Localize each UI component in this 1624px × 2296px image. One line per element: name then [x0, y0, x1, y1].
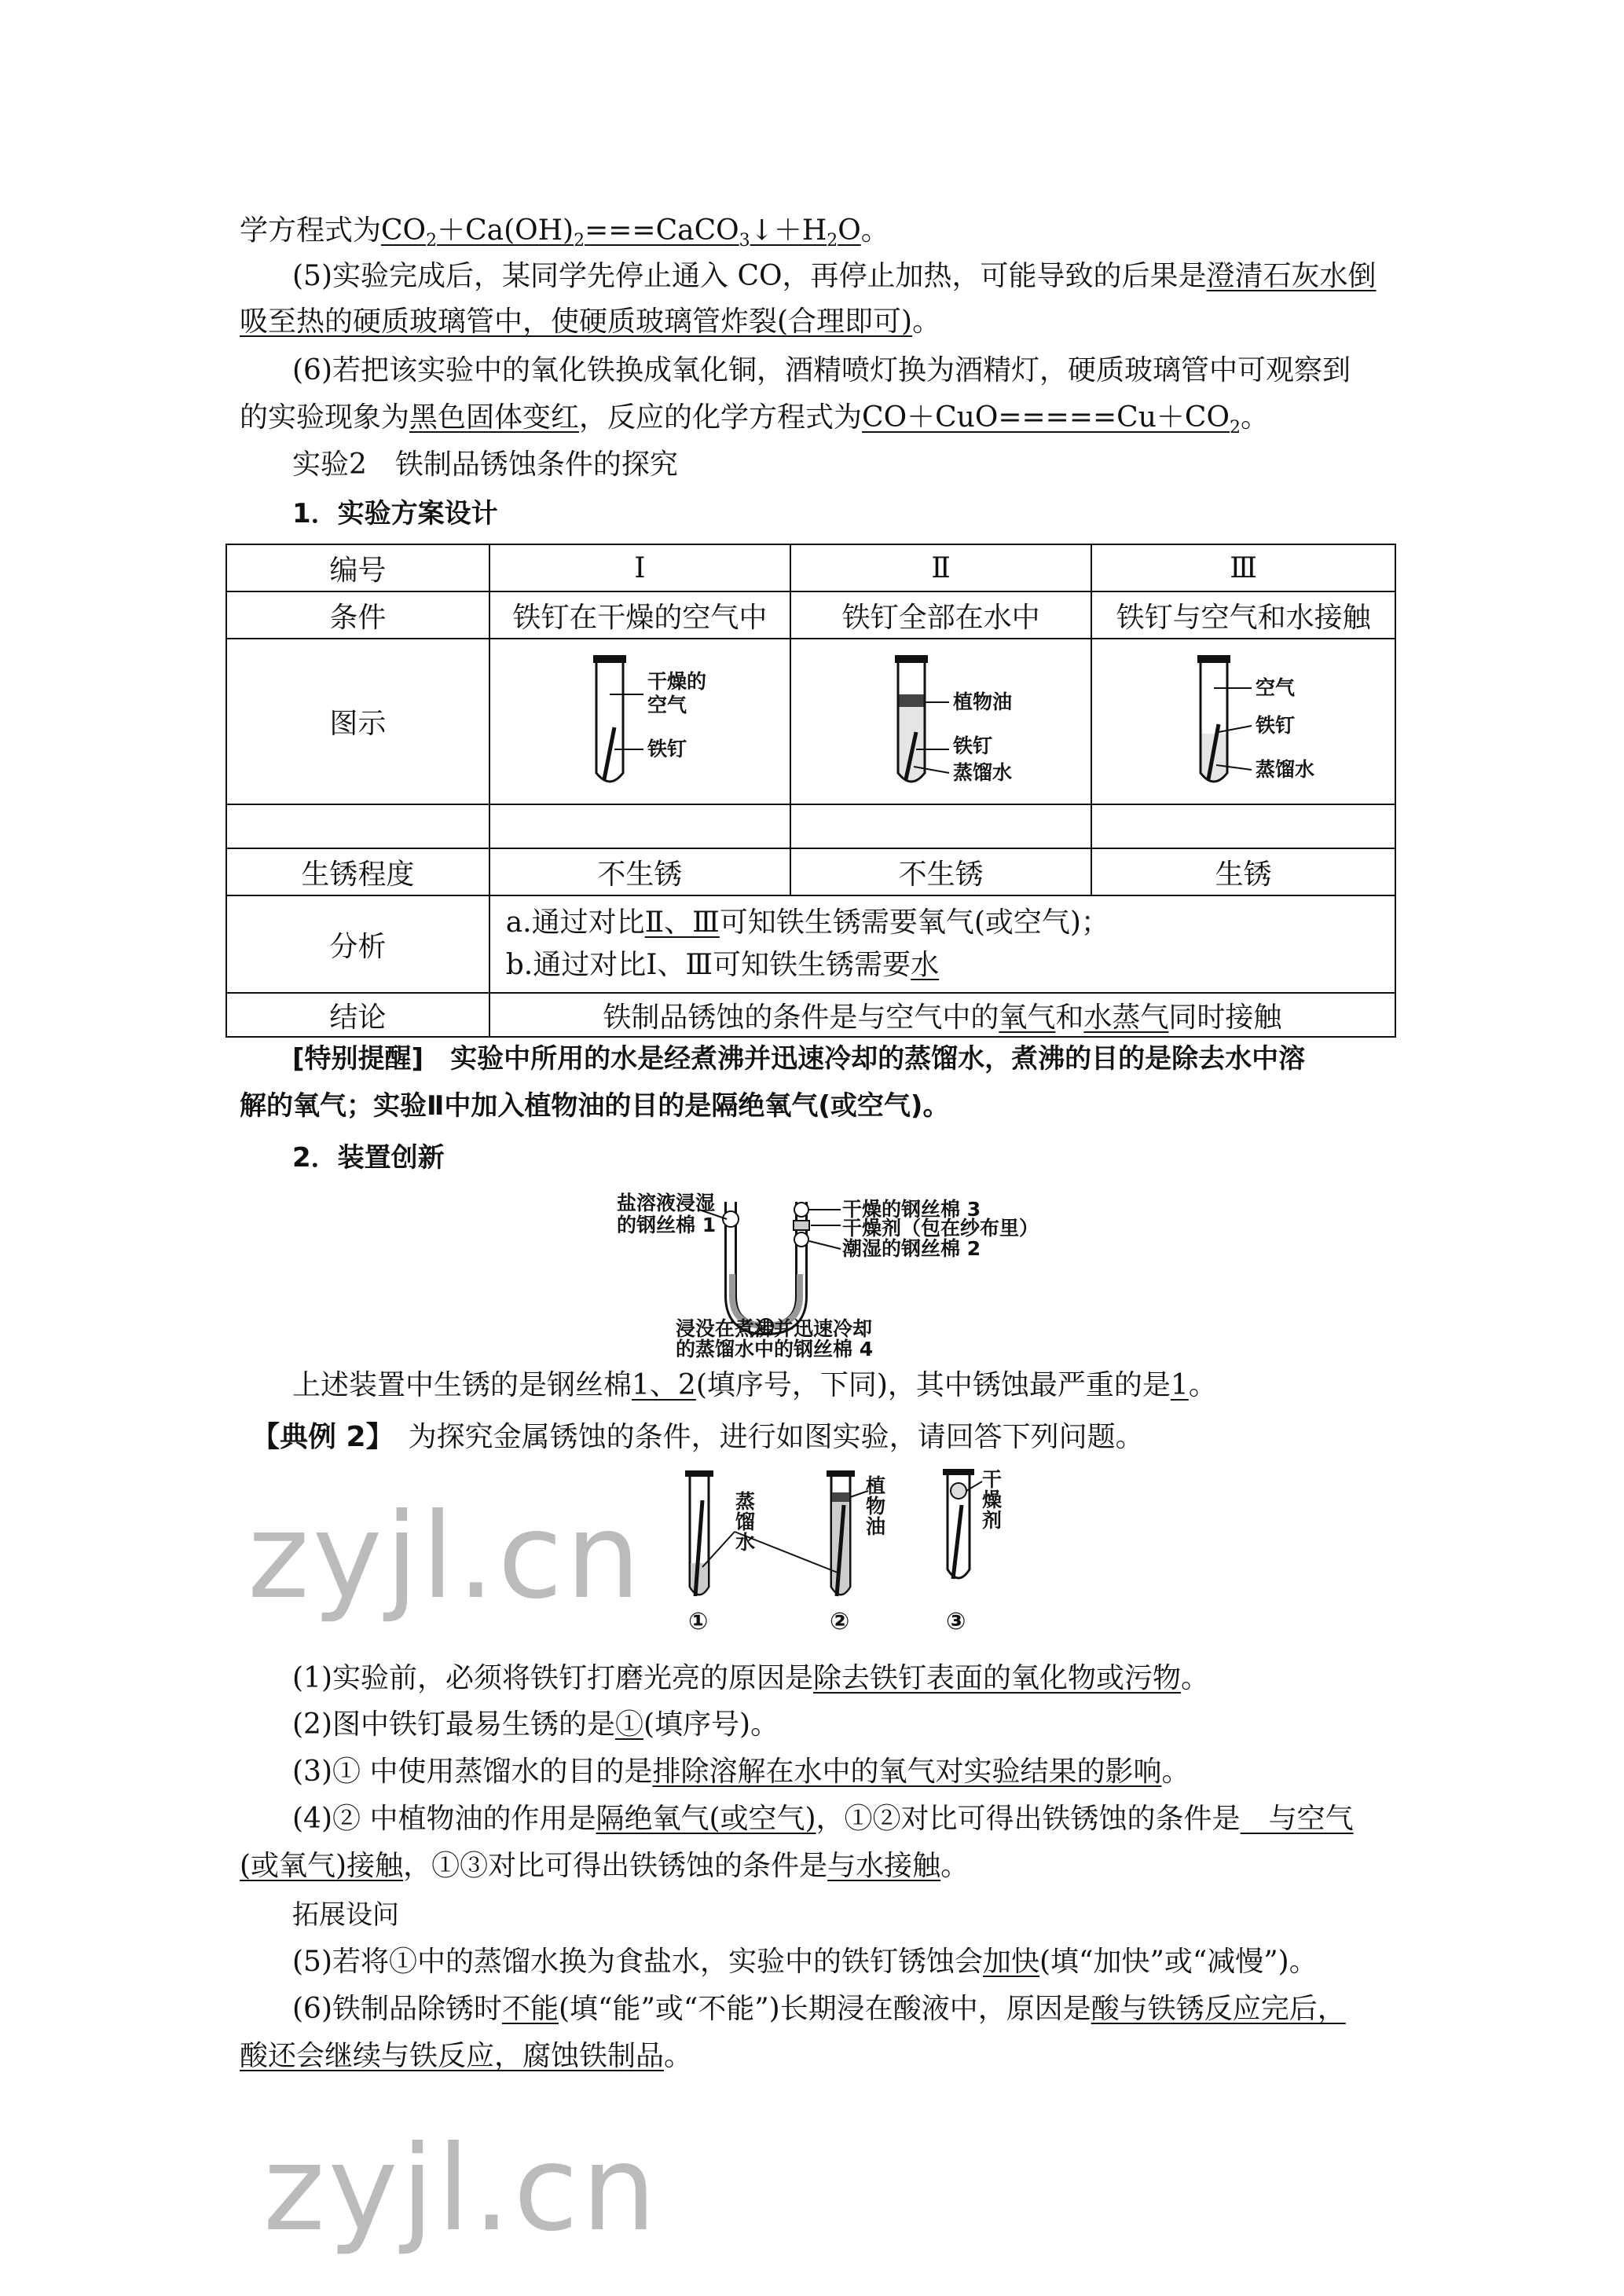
- tube-label: 馏: [735, 1511, 756, 1533]
- iron-nail: [604, 727, 614, 779]
- header-number: 编号: [226, 544, 489, 591]
- table-row: [226, 544, 1395, 591]
- tube-label: 水: [735, 1531, 756, 1554]
- empty-cell: [226, 804, 489, 848]
- watermark: zyjl.cn: [263, 2121, 660, 2258]
- header-1: Ⅰ: [489, 544, 790, 591]
- answer-5: (5)若将①中的蒸馏水换为食盐水，实验中的铁钉锈蚀会加快(填“加快”或“减慢”)。: [292, 1946, 1318, 1978]
- example-2: 【典例 2】 为探究金属锈蚀的条件，进行如图实验，请回答下列问题。: [251, 1421, 1144, 1453]
- row-label-conclusion: 结论: [226, 993, 489, 1037]
- steel-wool-3: [794, 1203, 808, 1217]
- answer-underline: $CO+CuO=====Cu+CO_2$: [862, 401, 1241, 438]
- row-label-analysis: 分析: [226, 895, 489, 993]
- rust-1: 不生锈: [489, 848, 790, 895]
- row-label-condition: 条件: [226, 591, 489, 639]
- condition-3: 铁钉与空气和水接触: [1091, 591, 1395, 639]
- analysis-b: b.通过对比Ⅰ、Ⅲ可知铁生锈需要水: [505, 949, 940, 981]
- water: [899, 707, 924, 781]
- table-row: [226, 639, 1395, 804]
- tube-label: 植: [866, 1474, 886, 1497]
- tube-number: ②: [830, 1608, 850, 1635]
- tube-label: 物: [866, 1495, 886, 1518]
- tube-label: 蒸: [735, 1490, 756, 1513]
- figure-label: 空气: [1255, 676, 1295, 699]
- answer-6-line2: 酸还会继续与铁反应，腐蚀铁制品。: [240, 2040, 693, 2072]
- table-row: [226, 895, 1395, 993]
- header-3: Ⅲ: [1091, 544, 1395, 591]
- three-tubes-figure: [660, 1469, 1021, 1642]
- device-label: 的蒸馏水中的钢丝棉 4: [676, 1338, 874, 1360]
- answer-underline: 黑色固体变红: [409, 401, 580, 434]
- question-6-line1: (6)若把该实验中的氧化铁换成氧化铜，酒精喷灯换为酒精灯，硬质玻璃管中可观察到: [292, 354, 1351, 386]
- figure-label: 空气: [647, 694, 687, 716]
- empty-cell: [1091, 804, 1395, 848]
- device-label: 浸没在煮沸并迅速冷却: [676, 1317, 873, 1340]
- condition-1: 铁钉在干燥的空气中: [489, 591, 790, 639]
- figure-cell-1: [489, 639, 790, 804]
- empty-cell: [489, 804, 790, 848]
- figure-label: 植物油: [952, 690, 1012, 713]
- test-tube-figure-2: [812, 639, 1071, 796]
- example-tag: 【典例 2】: [251, 1421, 380, 1453]
- row-label-figure: 图示: [226, 639, 489, 804]
- extension-title: 拓展设问: [292, 1899, 399, 1931]
- equation-answer: $CO_2+Ca(OH)_2===CaCO_3↓+H_2O$: [381, 214, 861, 251]
- question-6-line2: 的实验现象为黑色固体变红，反应的化学方程式为$CO+CuO=====Cu+CO_2$。: [240, 401, 1269, 438]
- answer-3: (3)① 中使用蒸馏水的目的是排除溶解在水中的氧气对实验结果的影响。: [292, 1756, 1190, 1788]
- lead-text: 学方程式为: [240, 214, 382, 247]
- iron-nail: [953, 1505, 962, 1579]
- table-row: [226, 993, 1395, 1037]
- tube-number: ①: [688, 1608, 709, 1635]
- u-tube-glass: [731, 1202, 801, 1329]
- oil-layer: [899, 694, 924, 707]
- figure-label: 铁钉: [1255, 714, 1295, 737]
- section-2-title: 2．装置创新: [292, 1142, 445, 1174]
- empty-cell: [790, 804, 1091, 848]
- figure-label: 铁钉: [647, 738, 687, 760]
- experiment-2-title: 实验2 铁制品锈蚀条件的探究: [292, 449, 678, 481]
- table-row: [226, 591, 1395, 639]
- section-1-title: 1．实验方案设计: [292, 498, 498, 529]
- figure-label: 干燥的: [647, 670, 707, 693]
- tube-label: 油: [866, 1515, 886, 1538]
- rust-3: 生锈: [1091, 848, 1395, 895]
- tube-label: 剂: [982, 1509, 1003, 1532]
- answer-4-line1: (4)② 中植物油的作用是隔绝氧气(或空气)，①②对比可得出铁锈蚀的条件是 与空气: [292, 1803, 1354, 1835]
- tube: [596, 663, 623, 782]
- answer-underline: 澄清石灰水倒: [1206, 260, 1377, 292]
- stopper: [593, 655, 626, 663]
- answer-1: (1)实验前，必须将铁钉打磨光亮的原因是除去铁钉表面的氧化物或污物。: [292, 1662, 1210, 1694]
- figure-label: 蒸馏水: [952, 761, 1012, 784]
- tube-number: ③: [946, 1608, 966, 1635]
- device-label: 的钢丝棉 1: [617, 1214, 717, 1236]
- figure-label: 蒸馏水: [1255, 758, 1314, 781]
- question-5-line1: (5)实验完成后，某同学先停止通入 CO，再停止加热，可能导致的后果是澄清石灰水倒: [292, 260, 1377, 292]
- conclusion-cell: 铁制品锈蚀的条件是与空气中的氧气和水蒸气同时接触: [489, 993, 1395, 1037]
- special-tip-line1: [特别提醒] 实验中所用的水是经煮沸并迅速冷却的蒸馏水，煮沸的目的是除去水中溶: [292, 1043, 1306, 1075]
- test-tube-figure-3: [1114, 639, 1373, 796]
- experiment-table: [225, 544, 1396, 1038]
- figure-cell-3: [1091, 639, 1395, 804]
- answer-6-line1: (6)铁制品除锈时不能(填“能”或“不能”)长期浸在酸液中，原因是酸与铁锈反应完后，: [292, 1993, 1346, 2025]
- question-5-line2: 吸至热的硬质玻璃管中，使硬质玻璃管炸裂(合理即可)。: [240, 306, 941, 338]
- analysis-cell: [489, 895, 1395, 993]
- answer-4-line2: (或氧气)接触，①③对比可得出铁锈蚀的条件是与水接触。: [240, 1850, 970, 1882]
- answer-2: (2)图中铁钉最易生锈的是①(填序号)。: [292, 1708, 779, 1741]
- device-label: 潮湿的钢丝棉 2: [842, 1237, 981, 1260]
- device-answer: 上述装置中生锈的是钢丝棉1、2(填序号，下同)，其中锈蚀最严重的是1。: [292, 1369, 1217, 1401]
- device-label: 盐溶液浸湿: [617, 1192, 716, 1214]
- row-label-rust: 生锈程度: [226, 848, 489, 895]
- tube-label: 燥: [982, 1489, 1003, 1511]
- steel-wool-2: [794, 1232, 808, 1247]
- condition-2: 铁钉全部在水中: [790, 591, 1091, 639]
- desiccant: [951, 1483, 966, 1499]
- special-tip-line2: 解的氧气；实验Ⅱ中加入植物油的目的是隔绝氧气(或空气)。: [240, 1090, 950, 1122]
- figure-cell-2: [790, 639, 1091, 804]
- header-2: Ⅱ: [790, 544, 1091, 591]
- figure-label: 铁钉: [952, 734, 992, 757]
- equation-line: 学方程式为$CO_2+Ca(OH)_2===CaCO_3↓+H_2O$。: [240, 214, 889, 251]
- analysis-a: a.通过对比Ⅱ、Ⅲ可知铁生锈需要氧气(或空气)；: [505, 906, 1109, 939]
- u-tube-device: [613, 1186, 1100, 1360]
- table-row: [226, 848, 1395, 895]
- device-label: 干燥剂（包在纱布里）: [842, 1217, 1039, 1240]
- desiccant: [794, 1221, 809, 1230]
- rust-2: 不生锈: [790, 848, 1091, 895]
- device-label: 干燥的钢丝棉 3: [842, 1198, 981, 1221]
- test-tube-figure-1: [510, 639, 769, 796]
- watermark: zyjl.cn: [247, 1489, 644, 1625]
- tube-label: 干: [982, 1469, 1003, 1491]
- table-row: [226, 804, 1395, 848]
- oil-layer: [832, 1492, 849, 1502]
- answer-underline: 吸至热的硬质玻璃管中，使硬质玻璃管炸裂(合理即可): [240, 306, 913, 338]
